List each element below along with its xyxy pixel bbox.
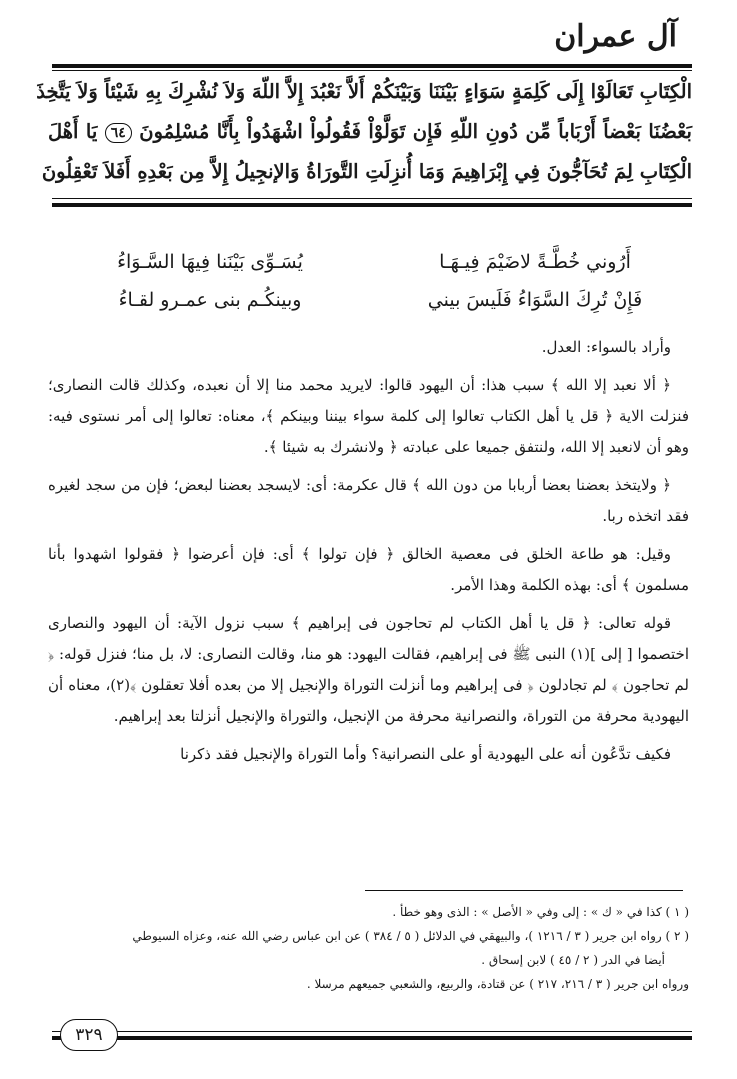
footer-rule-thick (52, 1036, 692, 1040)
paragraph: قوله تعالى: ﴿ قل يا أهل الكتاب لم تحاجون فى إبراهيم ﴾ سبب نزول الآية: أن اليهود والنصارى اختصموا [ إلى ](١) النبى ﷺ فى إبراهيم، فقالت اليهود: هو منا، وقالت النصارى: لا، بل منا؛ فنزل قوله: ﴿ لم تحاجون ﴾ لم تجادلون ﴿ فى إبراهيم وما أنزلت التوراة والإنجيل إلا من بعده أفلا تعقلون ﴾(٢)، معناه أن اليهودية محرفة من التوراة، والنصرانية محرفة من الإنجيل، والتوراة والإنجيل أنزلتا بعد إبراهيم. (48, 614, 690, 725)
poem-hemistich: وبينكُـم بنى عمـرو لقـاءُ (118, 289, 302, 311)
quran-line-3: الْكِتَابِ لِمَ تُحَآجُّونَ فِي إِبْرَاهِيمَ وَمَا أُنزِلَتِ التَّورَاةُ وَالإنجِيلُ إِلاَّ مِن بَعْدِهِ أَفَلاَ تَعْقِلُونَ (41, 160, 692, 183)
header-rule-thin (52, 70, 692, 71)
footnote: ( ٢ ) رواه ابن جرير ( ٣ / ١٢١٦ )، والبيهقي في الدلائل ( ٥ / ٣٨٤ ) عن ابن عباس رضي الله عنه، وعزاه السيوطي (132, 929, 689, 943)
commentary-text (48, 332, 689, 777)
paragraph: ﴿ ولايتخذ بعضنا بعضا أربابا من دون الله ﴾ قال عكرمة: أى: لايسجد بعضنا لبعض؛ فإن من سجد لغيره فقد اتخذه ربا. (48, 476, 689, 525)
quran-line-2 (48, 112, 692, 152)
quran-line-2-text: بَعْضُنَا بَعْضاً أَرْبَاباً مِّن دُونِ اللّهِ فَإِن تَوَلَّوْاْ فَقُولُواْ اشْهَدُواْ بِأَنَّا مُسْلِمُونَ (139, 120, 692, 143)
paragraph: فكيف تدَّعُون أنه على اليهودية أو على النصرانية؟ وأما التوراة والإنجيل فقد ذكرنا (180, 745, 671, 763)
footnote-separator (365, 890, 683, 891)
quran-section-rule-thin (52, 198, 692, 199)
quran-section-rule-thick (52, 203, 692, 207)
poem-hemistich: أَرُوني خُطَّـةً لاضَيْمَ فِيـهَـا (439, 251, 631, 273)
footnote: ورواه ابن جرير ( ٣ / ٢١٦، ٢١٧ ) عن قتادة، والربيع، والشعبي جميعهم مرسلا . (306, 977, 689, 991)
poem-row (60, 243, 685, 281)
quran-line-1: الْكِتَابِ تَعَالَوْا إِلَى كَلِمَةٍ سَوَاءٍ بَيْنَنَا وَبَيْنَكُمْ أَلاَّ نَعْبُدَ إِلاَّ اللّهَ وَلاَ نُشْرِكَ بِهِ شَيْئاً وَلاَ يَتَّخِذَ (36, 80, 692, 103)
poem-row (60, 281, 685, 319)
quran-line-2-tail: يَا أَهْلَ (48, 120, 98, 143)
surah-name-header: آل عمران (554, 19, 677, 54)
header-rule-thick (52, 64, 692, 68)
footer-rule-thin (52, 1031, 692, 1032)
quran-verses (36, 72, 692, 192)
footnotes (48, 900, 689, 996)
footnote: ( ١ ) كذا في « ك » : إلى وفي « الأصل » : الذى وهو خطأ . (392, 905, 689, 919)
paragraph: وقيل: هو طاعة الخلق فى معصية الخالق ﴿ فإن تولوا ﴾ أى: فإن أعرضوا ﴿ فقولوا اشهدوا بأنا مسلمون ﴾ أى: بهذه الكلمة وهذا الأمر. (48, 545, 689, 594)
paragraph: ﴿ ألا نعبد إلا الله ﴾ سبب هذا: أن اليهود قالوا: لايريد محمد منا إلا أن نعبده، وكذلك قالت النصارى؛ فنزلت الاية ﴿ قل يا أهل الكتاب تعالوا إلى كلمة سواء بيننا وبينكم ﴾، معناه: تعالوا إلى أمر نستوى فيه: وهو أن لانعبد إلا الله، ولنتفق جميعا على عبادته ﴿ ولانشرك به شيئا ﴾. (48, 376, 689, 456)
page-number: ٣٢٩ (60, 1019, 118, 1051)
poem-hemistich: فَإِنْ تُرِكَ السَّوَاءُ فَلَيسَ بيني (427, 289, 643, 311)
paragraph: وأراد بالسواء: العدل. (541, 338, 671, 356)
poem-hemistich: يُسَـوِّى بَيْنَنا فِيهَا السَّـوَاءُ (117, 251, 303, 273)
ayah-number-marker: ٦٤ (105, 123, 132, 143)
poem-verses (60, 243, 685, 319)
footnote-continuation: أيضا في الدر ( ٢ / ٤٥ ) لابن إسحاق . (481, 953, 665, 967)
